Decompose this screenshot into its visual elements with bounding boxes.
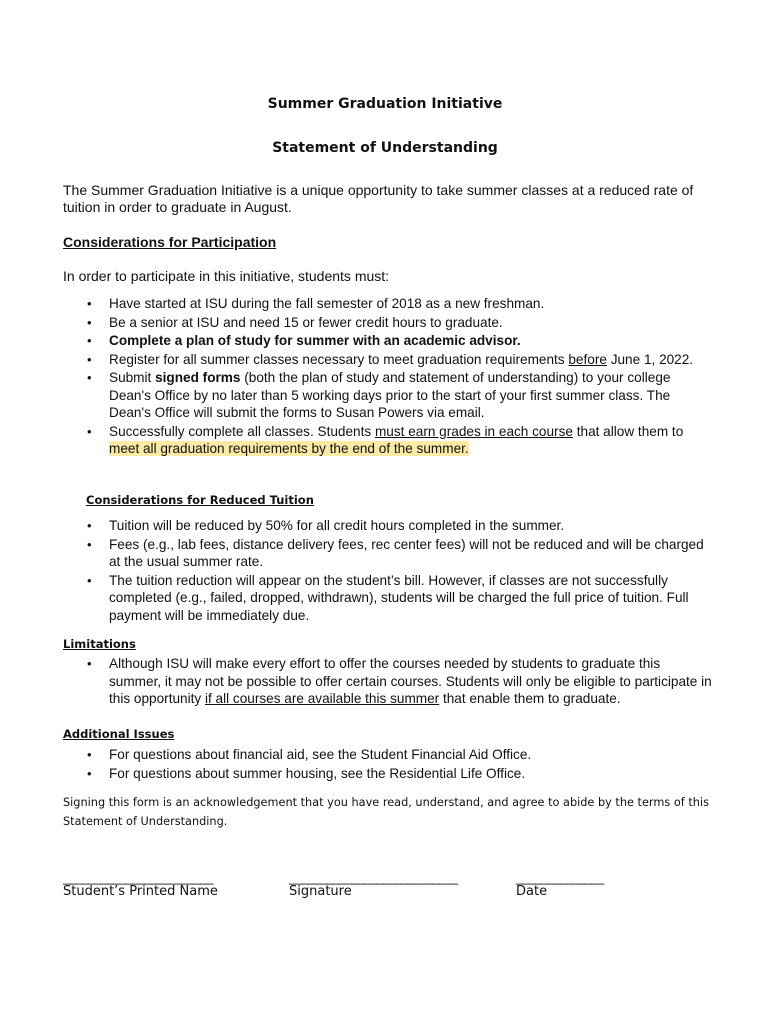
list-item-text: Complete a plan of study for summer with an academic advisor.	[109, 333, 521, 348]
document-title: Summer Graduation Initiative	[267, 96, 503, 112]
list-item-text: Have started at ISU during the fall semester of 2018 as a new freshman.	[109, 296, 545, 311]
bullet-icon: •	[87, 518, 92, 533]
list-item	[63, 369, 713, 422]
list-item	[63, 655, 713, 708]
list-item-text: Fees (e.g., lab fees, distance delivery fees, rec center fees) will not be reduced and will be charged at the usual summer rate.	[109, 536, 704, 569]
bullet-icon: •	[87, 536, 92, 552]
document-subtitle: Statement of Understanding	[272, 140, 498, 156]
bullet-icon: •	[87, 423, 92, 439]
list-item	[63, 517, 713, 535]
list-item-text: For questions about financial aid, see the Student Financial Aid Office.	[109, 747, 532, 762]
list-item	[63, 572, 713, 625]
participation-lead: In order to participate in this initiative, students must:	[63, 268, 390, 284]
underlined-text: if all courses are available this summer	[204, 691, 440, 706]
list-item-text: The tuition reduction will appear on the student’s bill. However, if classes are not successfully completed (e.g., failed, dropped, withdrawn), students will be charged the full price of tuition. Full payment will be immediately due.	[109, 572, 689, 623]
list-item	[63, 295, 713, 313]
intro-paragraph: The Summer Graduation Initiative is a unique opportunity to take summer classes at a reduced rate of tuition in order to graduate in August.	[63, 182, 694, 215]
participation-list	[63, 295, 713, 459]
bullet-icon: •	[87, 351, 92, 367]
list-item	[63, 314, 713, 332]
bullet-icon: •	[87, 314, 92, 330]
list-item-text: For questions about summer housing, see the Residential Life Office.	[109, 765, 526, 781]
list-item-text: that enable them to graduate.	[439, 691, 621, 706]
participation-heading: Considerations for Participation	[63, 234, 277, 250]
limitations-list	[63, 655, 713, 709]
list-item-text: Be a senior at ISU and need 15 or fewer credit hours to graduate.	[109, 314, 503, 330]
printed-name-line: ________________________	[63, 870, 213, 885]
bullet-icon: •	[87, 370, 92, 385]
signature-line: ___________________________	[289, 870, 458, 885]
additional-issues-heading: Additional Issues	[63, 727, 175, 741]
list-item-text: Successfully complete all classes. Students	[109, 423, 375, 439]
list-item-text: Tuition will be reduced by 50% for all credit hours completed in the summer.	[109, 518, 565, 533]
list-item-text: (both the plan of study and statement of understanding) to your college Dean's Office by no later than 5 working days prior to the start of your first summer class. The Dean's Office will submit the forms to Susan Powers via email.	[109, 370, 671, 420]
date-label: Date	[516, 884, 548, 899]
signature-label: Signature	[289, 884, 352, 899]
list-item	[63, 536, 713, 571]
bullet-icon: •	[87, 296, 92, 311]
limitations-heading: Limitations	[63, 637, 136, 651]
bullet-icon: •	[87, 765, 92, 781]
printed-name-label: Student’s Printed Name	[63, 884, 218, 899]
date-line: ______________	[516, 870, 604, 885]
bullet-icon: •	[87, 656, 92, 671]
acknowledgement-text: Signing this form is an acknowledgement that you have read, understand, and agree to abide by the terms of this Statement of Understanding.	[63, 796, 709, 828]
list-item	[63, 746, 713, 764]
list-item-text: Although ISU will make every effort to offer the courses needed by students to graduate this summer, it may not be possible to offer certain courses. Students will only be eligible to participate in this opportunity	[109, 656, 712, 706]
list-item-text: Register for all summer classes necessary to meet graduation requirements	[109, 351, 569, 367]
list-item-text: June 1, 2022.	[606, 351, 694, 367]
list-item	[63, 765, 713, 783]
list-item-text: that allow them to	[572, 423, 684, 439]
list-item-text: Submit	[109, 370, 156, 385]
additional-issues-list	[63, 746, 713, 783]
bullet-icon: •	[87, 572, 92, 588]
tuition-list	[63, 517, 713, 625]
underlined-text: must earn grades in each course	[374, 423, 573, 439]
list-item	[63, 351, 713, 369]
bullet-icon: •	[87, 747, 92, 762]
list-item	[63, 332, 713, 350]
bullet-icon: •	[87, 333, 92, 348]
list-item	[63, 423, 713, 458]
highlighted-text: meet all graduation requirements by the end of the summer.	[109, 441, 469, 456]
tuition-heading: Considerations for Reduced Tuition	[86, 493, 314, 507]
underlined-text: before	[568, 351, 607, 367]
bold-text: signed forms	[155, 370, 241, 385]
